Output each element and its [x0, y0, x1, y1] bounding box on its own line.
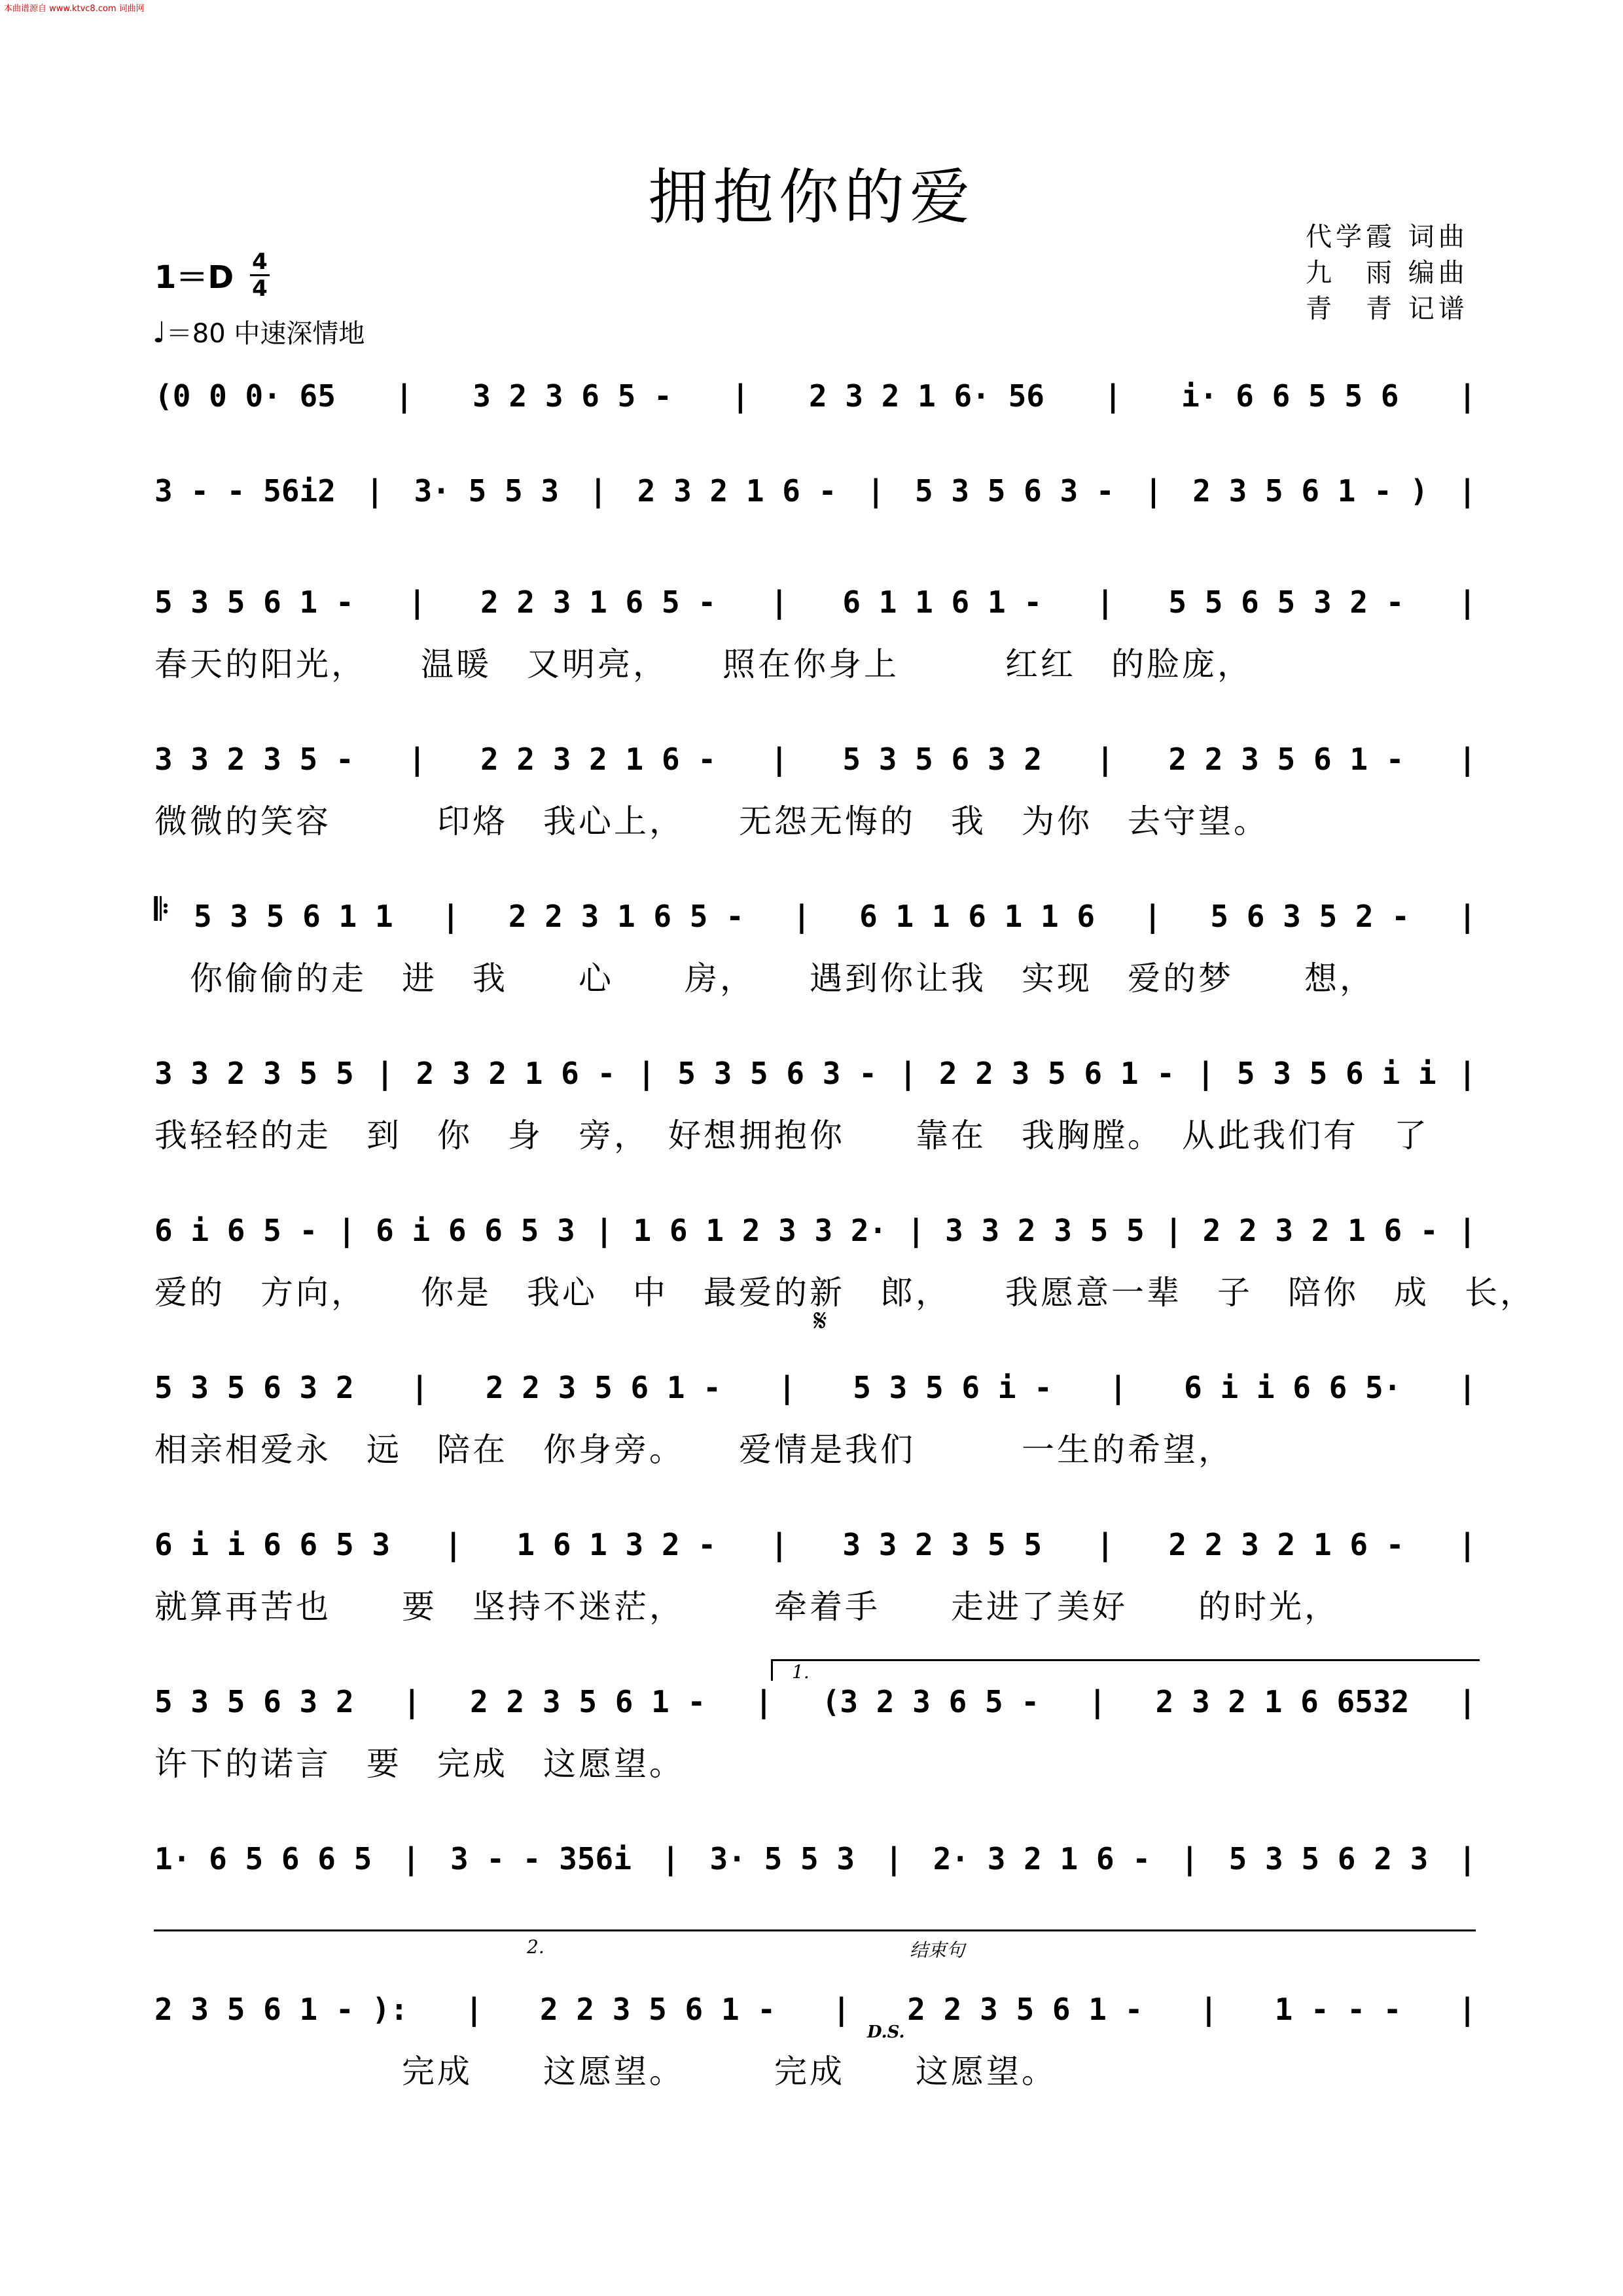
- barline: |: [770, 1527, 789, 1562]
- measure: 5 3 5 6 1 1: [194, 899, 393, 934]
- notes-line: [154, 1047, 1476, 1100]
- measure: 5 6 3 5 2 -: [1210, 899, 1410, 934]
- barline: |: [408, 584, 427, 620]
- barline: |: [410, 1370, 429, 1405]
- barline: |: [777, 1370, 796, 1405]
- measure: 3· 5 5 3: [414, 473, 560, 509]
- measure: 2 3 2 1 6· 56: [808, 378, 1044, 414]
- credit-arranger: 九 雨 编曲: [1306, 258, 1469, 288]
- barline: |: [402, 1684, 421, 1719]
- measure: 2 3 2 1 6 -: [416, 1056, 616, 1091]
- barline: |: [1180, 1841, 1199, 1876]
- measure: 6 i 6 6 5 3: [376, 1213, 575, 1248]
- barline: |: [885, 1841, 903, 1876]
- measure: 1 6 1 3 2 -: [516, 1527, 717, 1562]
- barline: |: [637, 1056, 656, 1091]
- measure: 5 3 5 6 3 2: [154, 1370, 354, 1405]
- measure: 6 1 1 6 1 -: [842, 584, 1043, 620]
- lyrics-line: 我轻轻的走 到 你 身 旁， 好想拥抱你 靠在 我胸膛。 从此我们有 了: [154, 1117, 1429, 1155]
- barline: |: [1458, 378, 1476, 414]
- barline: |: [408, 742, 427, 777]
- barline: |: [1088, 1684, 1107, 1719]
- measure: 5 3 5 6 i -: [853, 1370, 1052, 1405]
- measure: 2 3 2 1 6 6532: [1155, 1684, 1410, 1719]
- barline: |: [866, 473, 885, 509]
- barline: |: [1458, 584, 1476, 620]
- measure: 5 3 5 6 1 -: [154, 584, 354, 620]
- barline: |: [337, 1213, 356, 1248]
- lyrics-line: 完成 这愿望。 完成 这愿望。: [154, 2053, 1057, 2090]
- lyrics-line: 春天的阳光， 温暖 又明亮， 照在你身上 红红 的脸庞，: [154, 645, 1253, 683]
- tempo-marking: [152, 313, 365, 350]
- notes-line: [154, 733, 1476, 785]
- measure: 2 3 2 1 6 -: [637, 473, 837, 509]
- barline: |: [793, 899, 811, 934]
- measure: 2 2 3 5 6 1 -: [938, 1056, 1175, 1091]
- credit-lyrics-music: 代学霞 词曲: [1306, 222, 1469, 252]
- lyrics-line: 许下的诺言 要 完成 这愿望。: [154, 1745, 685, 1783]
- barline: |: [1164, 1213, 1183, 1248]
- barline: |: [441, 899, 460, 934]
- barline: |: [1458, 899, 1476, 934]
- volta-bracket-1: [771, 1659, 1480, 1681]
- barline: |: [1458, 1213, 1476, 1248]
- volta-line: [154, 1929, 1476, 1951]
- barline: |: [589, 473, 607, 509]
- notes-line: [154, 1361, 1476, 1414]
- measure: 5 3 5 6 3 2: [842, 742, 1043, 777]
- measure: 2 2 3 2 1 6 -: [480, 742, 717, 777]
- measure: 3 3 2 3 5 5: [842, 1527, 1043, 1562]
- key-signature: 1＝D: [154, 259, 234, 296]
- barline: |: [1096, 742, 1115, 777]
- measure: 3 3 2 3 5 -: [154, 742, 354, 777]
- measure: 6 i 6 5 -: [154, 1213, 318, 1248]
- barline: |: [1109, 1370, 1128, 1405]
- barline: |: [661, 1841, 680, 1876]
- measure: 2· 3 2 1 6 -: [933, 1841, 1151, 1876]
- tempo-text: ＝80 中速深情地: [166, 319, 365, 349]
- notes-line: [154, 1204, 1476, 1257]
- measure: 3 - - 56i2: [154, 473, 336, 509]
- ds-marking: D.S.: [867, 2022, 905, 2042]
- barline: |: [1096, 584, 1115, 620]
- barline: |: [1458, 473, 1476, 509]
- barline: |: [402, 1841, 420, 1876]
- barline: |: [906, 1213, 925, 1248]
- notes-line: [194, 890, 1476, 942]
- barline: |: [1144, 473, 1163, 509]
- lyrics-line: 相亲相爱永 远 陪在 你身旁。 爱情是我们 一生的希望，: [154, 1431, 1234, 1469]
- measure: 3 2 3 6 5 -: [473, 378, 672, 414]
- barline: |: [755, 1684, 773, 1719]
- measure: 2 2 3 5 6 1 -: [907, 1992, 1143, 2027]
- barline: |: [899, 1056, 918, 1091]
- time-signature: [250, 250, 270, 300]
- lyrics-line: 爱的 方向， 你是 我心 中 最爱的新 郎， 我愿意一辈 子 陪你 成 长，: [154, 1274, 1535, 1312]
- notes-line: [154, 1833, 1476, 1885]
- measure: (3 2 3 6 5 -: [821, 1684, 1040, 1719]
- measure: 1· 6 5 6 6 5: [154, 1841, 372, 1876]
- measure: 3 3 2 3 5 5: [945, 1213, 1145, 1248]
- lyrics-line: 微微的笑容 印烙 我心上， 无怨无悔的 我 为你 去守望。: [154, 802, 1269, 840]
- measure: 2 2 3 5 6 1 -: [540, 1992, 776, 2027]
- barline: |: [365, 473, 384, 509]
- barline: |: [1458, 1684, 1476, 1719]
- measure: 1 - - -: [1274, 1992, 1402, 2027]
- barline: |: [1196, 1056, 1215, 1091]
- measure: 5 3 5 6 3 -: [914, 473, 1115, 509]
- measure: 1 6 1 2 3 3 2·: [633, 1213, 887, 1248]
- measure: 3· 5 5 3: [709, 1841, 855, 1876]
- time-sig-top: 4: [252, 249, 268, 275]
- notes-line: [154, 1983, 1476, 2036]
- barline: |: [1096, 1527, 1115, 1562]
- measure: 2 2 3 5 6 1 -: [470, 1684, 706, 1719]
- page-title: 拥抱你的爱: [647, 162, 975, 232]
- measure: 2 2 3 2 1 6 -: [1168, 1527, 1404, 1562]
- measure: i· 6 6 5 5 6: [1181, 378, 1399, 414]
- measure: 2 2 3 2 1 6 -: [1202, 1213, 1438, 1248]
- measure: 3 3 2 3 5 5: [154, 1056, 354, 1091]
- barline: |: [1458, 742, 1476, 777]
- measure: 2 2 3 5 6 1 -: [1168, 742, 1404, 777]
- volta-label-1: 1.: [792, 1661, 810, 1683]
- measure: 2 2 3 1 6 5 -: [508, 899, 744, 934]
- barline: |: [1458, 1841, 1476, 1876]
- barline: |: [1458, 1370, 1476, 1405]
- measure: 6 i i 6 6 5·: [1184, 1370, 1402, 1405]
- barline: |: [1143, 899, 1162, 934]
- barline: |: [832, 1992, 851, 2027]
- barline: |: [1458, 1527, 1476, 1562]
- measure: 2 2 3 1 6 5 -: [480, 584, 717, 620]
- barline: |: [465, 1992, 484, 2027]
- measure: 5 3 5 6 2 3: [1228, 1841, 1429, 1876]
- barline: |: [731, 378, 750, 414]
- notes-line: [154, 370, 1476, 422]
- watermark: 本曲谱源自 www.ktvc8.com 词曲网: [4, 4, 145, 14]
- volta-label-2: 2.: [527, 1936, 544, 1958]
- measure: 5 3 5 6 3 2: [154, 1684, 354, 1719]
- repeat-start-icon: 𝄆: [154, 891, 169, 927]
- credit-transcriber: 青 青 记谱: [1306, 294, 1469, 324]
- barline: |: [595, 1213, 613, 1248]
- barline: |: [444, 1527, 463, 1562]
- time-sig-bottom: 4: [252, 276, 268, 302]
- notes-line: [154, 576, 1476, 628]
- barline: |: [1103, 378, 1122, 414]
- barline: |: [1200, 1992, 1218, 2027]
- notes-line: [154, 465, 1476, 517]
- segno-icon: 𝄋: [813, 1302, 827, 1339]
- measure: 3 - - 356i: [450, 1841, 632, 1876]
- quarter-note-icon: ♩: [152, 316, 166, 350]
- measure: (0 0 0· 65: [154, 378, 336, 414]
- barline: |: [770, 742, 789, 777]
- measure: 2 3 5 6 1 - ): [1192, 473, 1429, 509]
- barline: |: [376, 1056, 394, 1091]
- measure: 6 1 1 6 1 1 6: [859, 899, 1096, 934]
- lyrics-line: 你偷偷的走 进 我 心 房， 遇到你让我 实现 爱的梦 想，: [154, 960, 1375, 997]
- notes-line: [154, 1518, 1476, 1571]
- barline: |: [1458, 1056, 1476, 1091]
- measure: 5 3 5 6 i i: [1236, 1056, 1436, 1091]
- measure: 5 5 6 5 3 2 -: [1168, 584, 1404, 620]
- barline: |: [395, 378, 414, 414]
- lyrics-line: 就算再苦也 要 坚持不迷茫， 牵着手 走进了美好 的时光，: [154, 1588, 1340, 1626]
- measure: 2 3 5 6 1 - ):: [154, 1992, 408, 2027]
- ending-label: 结束句: [910, 1939, 965, 1961]
- barline: |: [1458, 1992, 1476, 2027]
- barline: |: [770, 584, 789, 620]
- measure: 5 3 5 6 3 -: [677, 1056, 877, 1091]
- notes-line: [154, 1676, 1476, 1728]
- measure: 2 2 3 5 6 1 -: [485, 1370, 721, 1405]
- measure: 6 i i 6 6 5 3: [154, 1527, 391, 1562]
